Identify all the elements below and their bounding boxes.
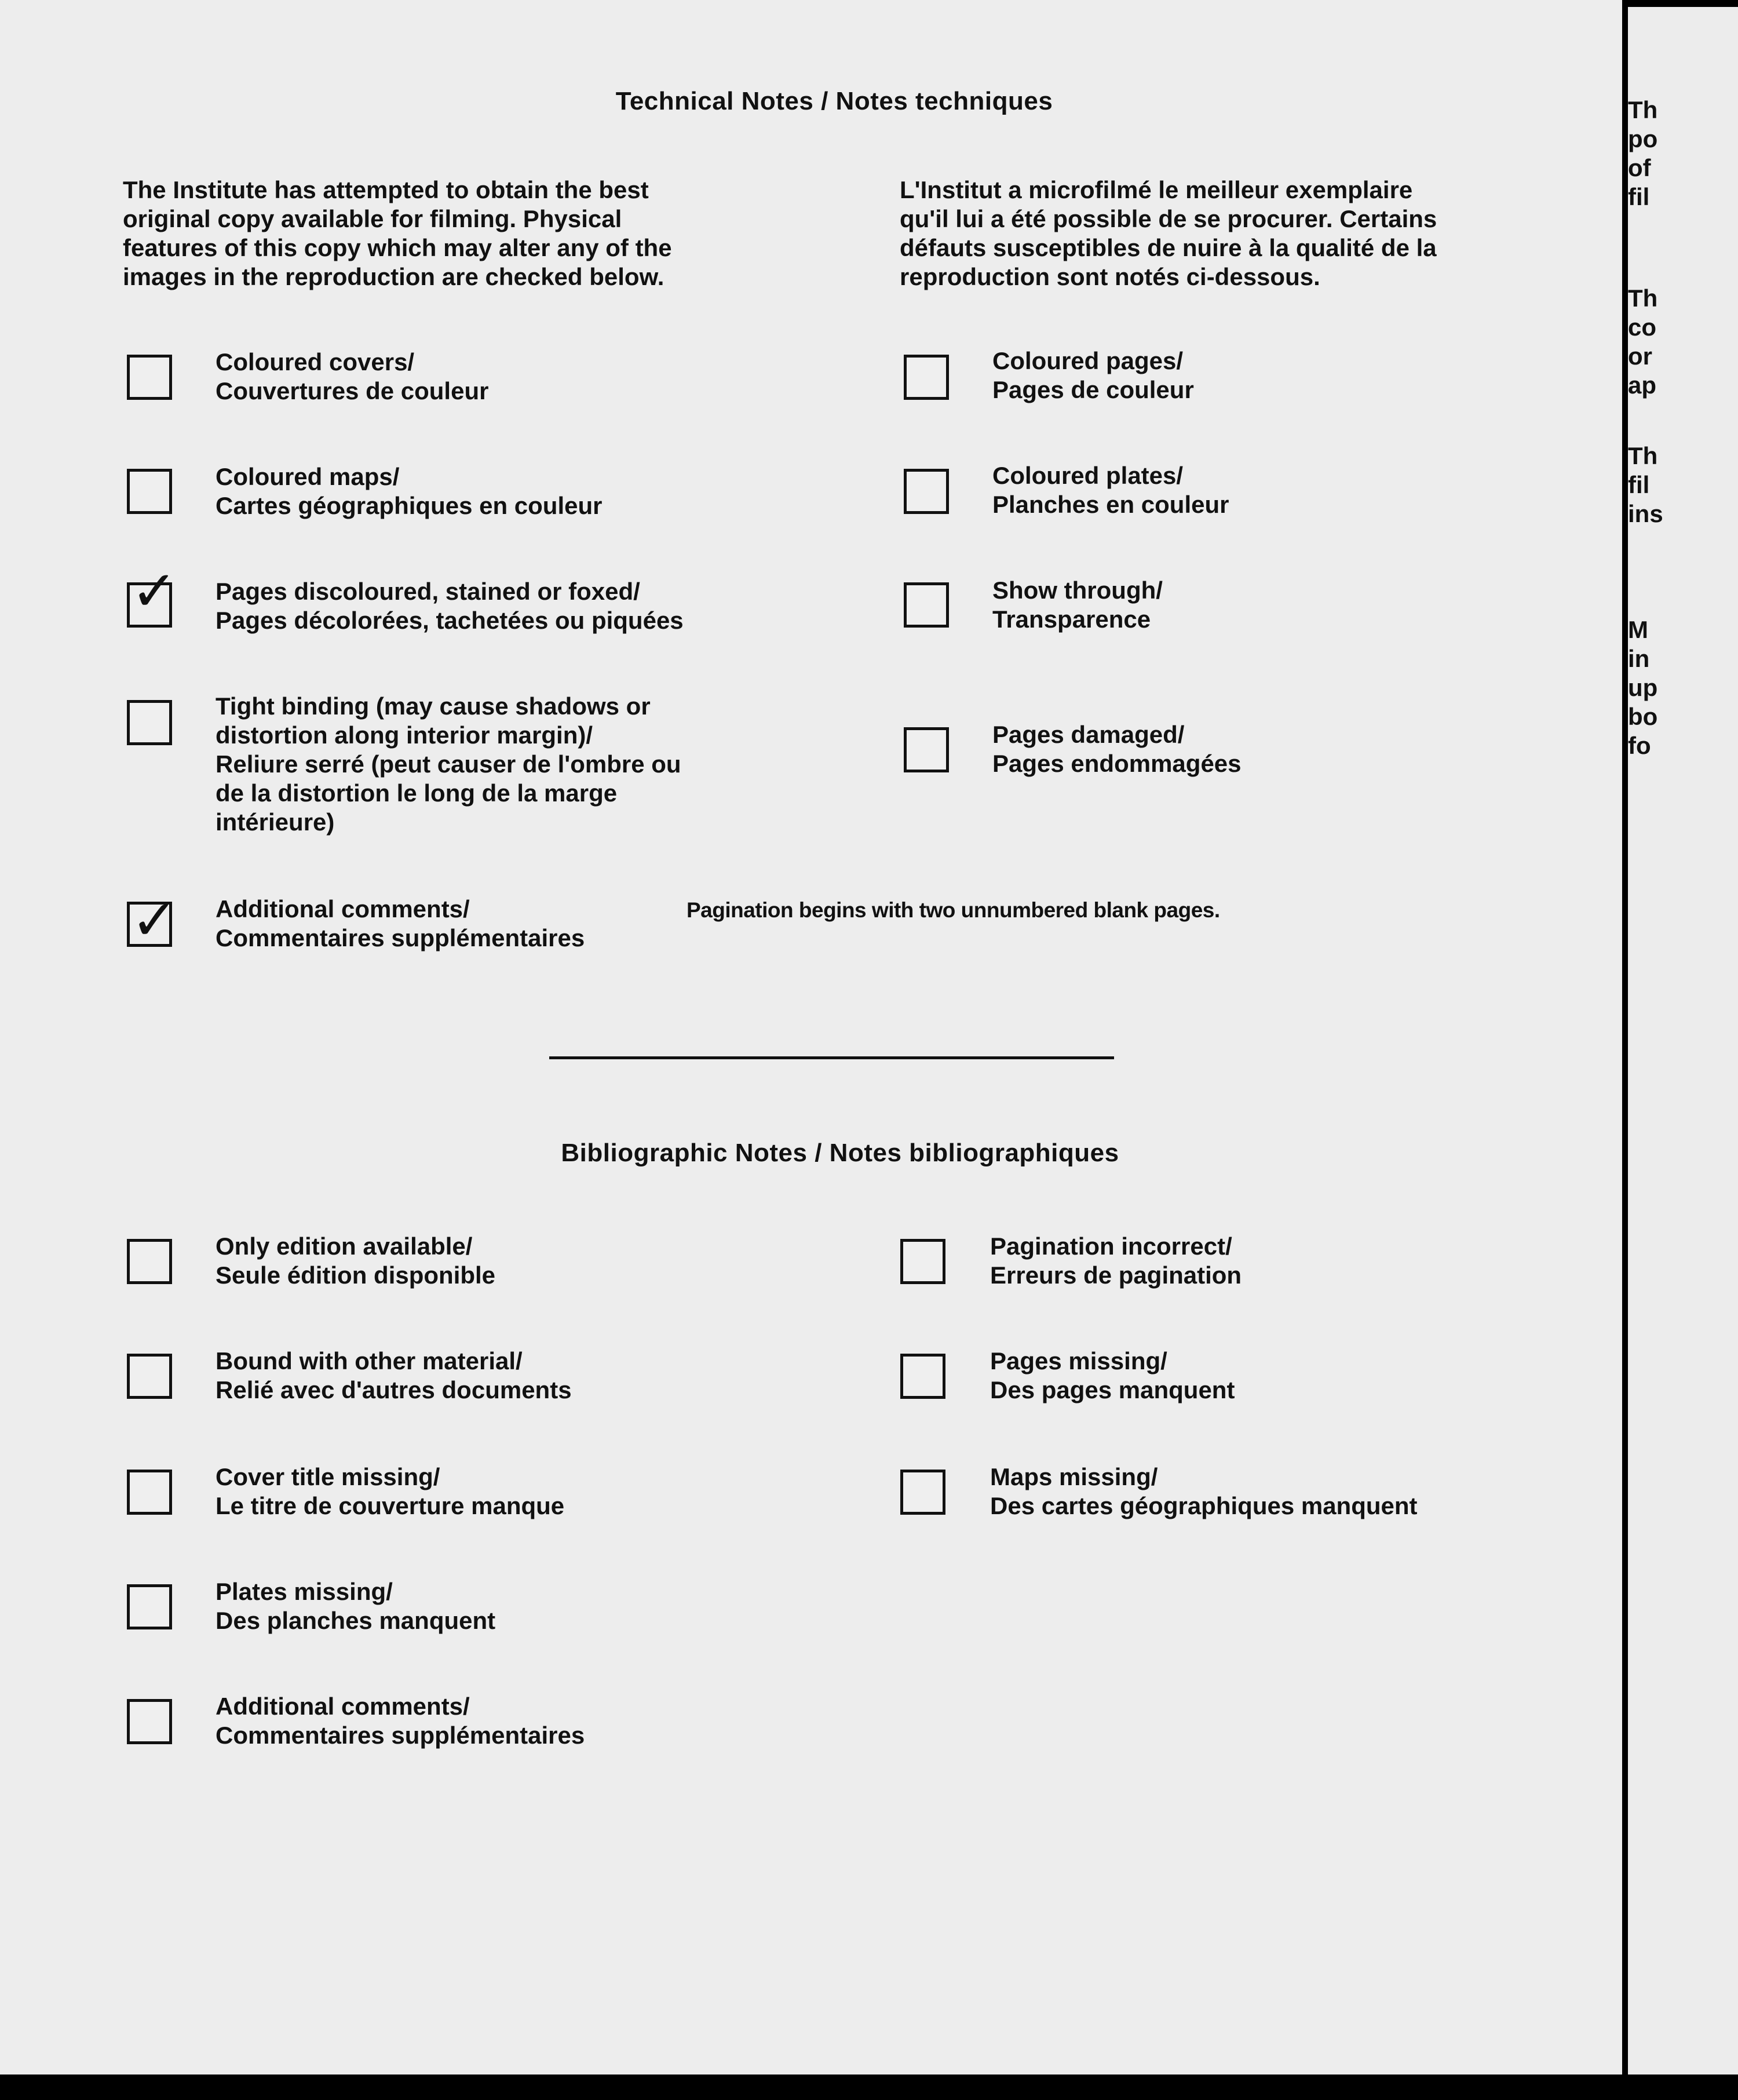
checkbox-coloured-covers[interactable] <box>127 355 172 400</box>
label-coloured-covers: Coloured covers/ Couvertures de couleur <box>216 348 489 404</box>
label-coloured-plates: Coloured plates/ Planches en couleur <box>992 462 1229 518</box>
checkbox-plates-missing[interactable] <box>127 1584 172 1629</box>
edge-text: in <box>1628 645 1650 672</box>
bibliographic-notes-heading: Bibliographic Notes / Notes bibliographiques <box>561 1139 1119 1167</box>
label-tight-binding: Tight binding (may cause shadows or distortion along interior margin)/ Reliure serré (peut causer de l'ombre ou de la distortion le long de la marge intérieure) <box>216 692 681 836</box>
scan-border <box>0 2075 1738 2100</box>
label-coloured-maps: Coloured maps/ Cartes géographiques en couleur <box>216 463 603 519</box>
intro-french: L'Institut a microfilmé le meilleur exemplaire qu'il lui a été possible de se procurer. Certains défauts susceptibles de nuire à la qualité de la reproduction sont notés ci-dessous. <box>900 176 1437 290</box>
label-bound-with: Bound with other material/ Relié avec d'autres documents <box>216 1347 572 1403</box>
edge-text: fil <box>1628 471 1650 498</box>
technical-notes-heading: Technical Notes / Notes techniques <box>615 87 1053 115</box>
checkbox-bound-with[interactable] <box>127 1354 172 1399</box>
edge-text: bo <box>1628 703 1658 730</box>
checkbox-maps-missing[interactable] <box>900 1470 945 1515</box>
checkbox-show-through[interactable] <box>904 582 949 628</box>
additional-comment-text: Pagination begins with two unnumbered blank pages. <box>687 898 1220 922</box>
label-cover-title-missing: Cover title missing/ Le titre de couverture manque <box>216 1463 565 1519</box>
adjacent-page-edge <box>1628 7 1738 2075</box>
edge-text: Th <box>1628 442 1658 469</box>
check-mark-icon: ✓ <box>131 559 178 624</box>
checkbox-tight-binding[interactable] <box>127 700 172 745</box>
edge-text: Th <box>1628 285 1658 312</box>
label-maps-missing: Maps missing/ Des cartes géographiques manquent <box>990 1463 1418 1519</box>
edge-text: M <box>1628 616 1648 643</box>
label-pagination-incorrect: Pagination incorrect/ Erreurs de pagination <box>990 1233 1242 1289</box>
label-only-edition: Only edition available/ Seule édition disponible <box>216 1233 496 1289</box>
edge-text: co <box>1628 313 1657 341</box>
checkbox-coloured-maps[interactable] <box>127 469 172 514</box>
intro-english: The Institute has attempted to obtain the best original copy available for filming. Physical features of this copy which may alter any of the images in the reproduction are checked below. <box>123 176 672 290</box>
edge-text: up <box>1628 674 1658 701</box>
checkbox-pages-damaged[interactable] <box>904 727 949 772</box>
check-mark-icon: ✓ <box>131 888 178 953</box>
checkbox-coloured-pages[interactable] <box>904 355 949 400</box>
edge-text: ins <box>1628 500 1663 527</box>
label-coloured-pages: Coloured pages/ Pages de couleur <box>992 347 1194 403</box>
edge-text: fil <box>1628 183 1650 210</box>
label-pages-missing: Pages missing/ Des pages manquent <box>990 1347 1235 1403</box>
label-additional-comments-bibliographic: Additional comments/ Commentaires supplémentaires <box>216 1693 585 1749</box>
label-plates-missing: Plates missing/ Des planches manquent <box>216 1578 496 1634</box>
edge-text: po <box>1628 125 1658 152</box>
checkbox-coloured-plates[interactable] <box>904 469 949 514</box>
label-pages-discoloured: Pages discoloured, stained or foxed/ Pages décolorées, tachetées ou piquées <box>216 578 684 634</box>
checkbox-only-edition[interactable] <box>127 1239 172 1284</box>
checkbox-cover-title-missing[interactable] <box>127 1470 172 1515</box>
checkbox-pagination-incorrect[interactable] <box>900 1239 945 1284</box>
edge-text: ap <box>1628 371 1657 399</box>
edge-text: of <box>1628 154 1651 181</box>
label-additional-comments-technical: Additional comments/ Commentaires supplémentaires <box>216 895 585 951</box>
checkbox-pages-missing[interactable] <box>900 1354 945 1399</box>
label-show-through: Show through/ Transparence <box>992 577 1163 633</box>
section-divider <box>549 1056 1114 1059</box>
label-pages-damaged: Pages damaged/ Pages endommagées <box>992 721 1242 777</box>
edge-text: fo <box>1628 732 1651 759</box>
edge-text: Th <box>1628 96 1658 123</box>
checkbox-additional-comments-bibliographic[interactable] <box>127 1699 172 1744</box>
edge-text: or <box>1628 342 1652 370</box>
